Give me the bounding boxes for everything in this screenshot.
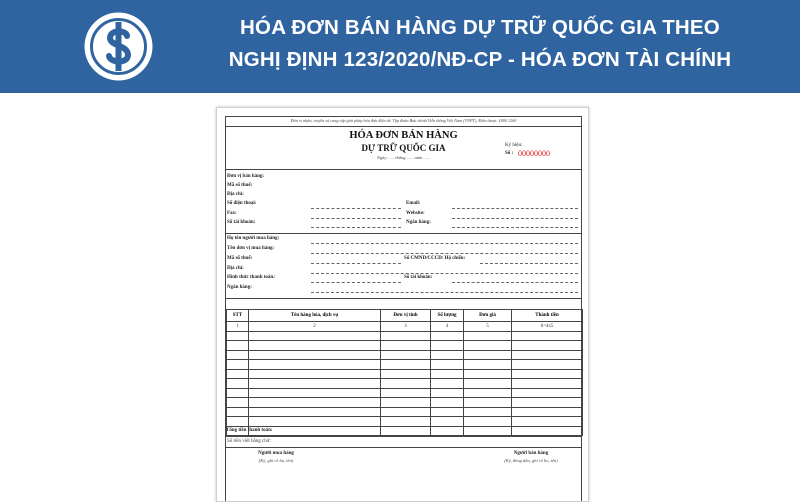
table-row	[227, 331, 583, 341]
column-number: 1	[227, 322, 249, 332]
buyer-id-line	[480, 263, 578, 264]
seller-phone-label: Số điện thoại:	[227, 201, 257, 206]
email-line	[452, 208, 578, 209]
table-row	[227, 379, 583, 389]
amount-in-words-label: Số tiền viết bằng chữ:	[227, 439, 271, 444]
table-row	[227, 360, 583, 370]
buyer-address-line	[311, 273, 578, 274]
buyer-tax-label: Mã số thuế:	[227, 256, 253, 261]
buyer-unit-label: Tên đơn vị mua hàng:	[227, 246, 275, 251]
divider	[226, 436, 581, 437]
column-number: 5	[464, 322, 512, 332]
table-row	[227, 350, 583, 360]
seller-website-label: Website:	[406, 211, 425, 216]
column-header: Số lượng	[431, 310, 464, 322]
table-row	[227, 388, 583, 398]
invoice-date: Ngày ...... tháng ...... năm ......	[376, 155, 431, 160]
fax-line	[311, 218, 401, 219]
website-line	[452, 218, 578, 219]
column-number: 6=4x5	[512, 322, 583, 332]
dollar-coin-logo-icon	[82, 10, 155, 83]
divider	[226, 126, 581, 127]
buyer-id-label: Số CMND/CCCD/ Hộ chiếu:	[404, 256, 466, 261]
divider	[226, 169, 581, 170]
invoice-title: HÓA ĐƠN BÁN HÀNG	[349, 130, 458, 141]
table-row	[227, 417, 583, 427]
seller-fax-label: Fax:	[227, 211, 237, 216]
table-row	[227, 426, 583, 436]
buyer-name-line	[311, 243, 578, 244]
column-header: Thành tiền	[512, 310, 583, 322]
column-number: 2	[249, 322, 381, 332]
column-header: Đơn vị tính	[381, 310, 431, 322]
buyer-unit-line	[311, 253, 578, 254]
buyer-sign-title: Người mua hàng	[258, 451, 294, 456]
header-banner	[0, 0, 800, 93]
total-label: Tổng tiền thanh toán:	[226, 428, 273, 433]
payment-line	[311, 282, 401, 283]
number-label: Số :	[505, 151, 514, 156]
column-number: 3	[381, 322, 431, 332]
column-header: Đơn giá	[464, 310, 512, 322]
buyer-account-line	[452, 282, 578, 283]
table-row	[227, 369, 583, 379]
seller-email-label: Email:	[406, 201, 421, 206]
buyer-sign-note: (Ký, ghi rõ họ, tên)	[258, 458, 294, 463]
invoice-document	[216, 107, 589, 502]
table-row	[227, 398, 583, 408]
seller-bank-label: Ngân hàng:	[406, 220, 431, 225]
divider	[226, 298, 581, 299]
title-line-2: NGHỊ ĐỊNH 123/2020/NĐ-CP - HÓA ĐƠN TÀI CHÍNH	[228, 48, 732, 71]
symbol-label: Ký hiệu:	[505, 143, 523, 148]
bank-line	[452, 227, 578, 228]
seller-tax-label: Mã số thuế:	[227, 183, 253, 188]
table-header-row	[227, 310, 583, 322]
divider	[226, 233, 581, 234]
column-header: STT	[227, 310, 249, 322]
buyer-bank-line	[311, 292, 578, 293]
seller-account-label: Số tài khoản:	[227, 220, 256, 225]
buyer-payment-label: Hình thức thanh toán:	[227, 275, 275, 280]
table-row	[227, 407, 583, 417]
account-line	[311, 227, 401, 228]
buyer-account-label: Số tài khoản:	[404, 275, 433, 280]
page-title	[170, 12, 790, 76]
table-row	[227, 341, 583, 351]
invoice-form	[225, 116, 582, 502]
invoice-serial: 00000000	[518, 149, 550, 158]
phone-line	[311, 208, 401, 209]
seller-unit-label: Đơn vị bán hàng:	[227, 174, 265, 179]
column-number: 4	[431, 322, 464, 332]
provider-notice: Đơn vị nhận, truyền và cung cấp giải pháp hóa đơn điện tử: Tập đoàn Bưu chính Viễn thông Việt Nam (VNPT), Điện thoại: 1800 1260	[290, 118, 517, 123]
buyer-tax-line	[311, 263, 401, 264]
seller-sign-title: Người bán hàng	[513, 451, 549, 456]
seller-address-label: Địa chỉ:	[227, 192, 244, 197]
items-table	[226, 309, 583, 436]
buyer-address-label: Địa chỉ:	[227, 266, 244, 271]
divider	[226, 447, 581, 448]
buyer-bank-label: Ngân hàng:	[227, 285, 252, 290]
column-header: Tên hàng hóa, dịch vụ	[249, 310, 381, 322]
buyer-name-label: Họ tên người mua hàng:	[227, 236, 280, 241]
seller-sign-note: (Ký, đóng dấu, ghi rõ họ, tên)	[504, 458, 558, 463]
column-number-row	[227, 322, 583, 332]
invoice-subtitle: DỰ TRỮ QUỐC GIA	[361, 143, 446, 153]
title-line-1: HÓA ĐƠN BÁN HÀNG DỰ TRỮ QUỐC GIA THEO	[240, 16, 720, 39]
